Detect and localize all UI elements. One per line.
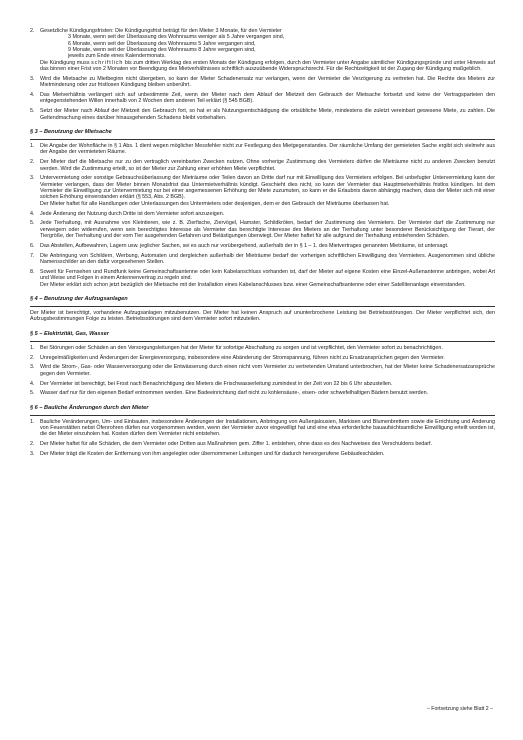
clause-number: 1. [30,418,35,425]
clause-body [40,211,495,217]
clause-body [40,243,495,249]
clause-item [30,419,495,438]
clause-item [30,390,495,396]
clause-number: 3. [30,175,35,182]
section-5-list [30,345,495,397]
clause-text: Bei Störungen oder Schäden an den Versorgungsleitungen hat der Mieter für sofortige Abschaltung zu sorgen und ist verpflichtet, den Vermieter sofort zu benachrichtigen. [40,344,443,351]
clause-text: Unregelmäßigkeiten und Änderungen der Energieversorgung, insbesondere eine Abänderung der Stromspannung, führen nicht zu Ersatzansprüchen gegen den Vermieter. [40,354,445,361]
clause-body [40,345,495,351]
paragraph-text-start: Die Kündigung muss [40,59,90,66]
clause-number: 3. [30,75,35,82]
clause-body [40,355,495,361]
clause-body [40,159,495,172]
clause-item [30,381,495,387]
clause-number: 5. [30,390,35,397]
clause-item [30,441,495,447]
clause-text: Der Mieter darf die Mietsache nur zu den vertraglich vereinbarten Zwecken nutzen. Ohne vorherige Zustimmung des Vermieters dürfen die Mieträume nicht zu anderen Zwecken benutzt werden. Wird die Zustimmung erteilt, so ist der Mieter zur Zahlung einer erhöhten Miete verpflichtet. [40,159,495,172]
clause-5 [30,108,495,121]
written-notice-paragraph [40,60,495,73]
clause-2 [30,28,495,72]
clause-text: Gesetzliche Kündigungsfristen: Die Kündigungsfrist beträgt für den Mieter 3 Monate, für den Vermieter [40,28,282,34]
section-heading-3: § 3 – Benutzung der Mietsache [30,128,112,135]
clause-4 [30,92,495,105]
clause-item [30,175,495,207]
clause-body [40,253,495,266]
section-3-list [30,143,495,288]
section-4-text: Der Mieter ist berechtigt, vorhandene Aufzugsanlagen mitzubenutzen. Der Mieter hat keinen Anspruch auf ununterbrochene Leistung bei Betriebsstörungen. Der Mieter verpflichtet sich, den Aufzugsbestimmungen Folge zu leisten. Betriebsstörungen sind dem Vermieter sofort mitzuteilen. [30,310,495,323]
clause-number: 3. [30,451,35,458]
clause-number: 6. [30,242,35,249]
clause-body [40,220,495,239]
section-divider [30,139,495,140]
clause-body [40,390,495,396]
clause-number: 2. [30,354,35,361]
clause-extra-text: Der Mieter erklärt sich schon jetzt bezüglich der Mietsache mit der Installation eines Kabelanschlusses bzw. einer Gemeinschaftsantenne oder einer Satellitenanlage einverstanden. [40,281,466,288]
clause-text: Setzt der Mieter nach Ablauf der Mietzeit den Gebrauch fort, so hat er als Nutzungsentschädigung die ortsübliche Miete, mindestens die zuletzt vereinbart gewesene Miete, zu zahlen. Die Geltendmachung eines darüber hinausgehenden Schadens bleibt vorbehalten. [40,108,495,121]
clause-body [40,419,495,438]
clause-3 [30,76,495,89]
clause-body [40,175,495,207]
clause-item [30,451,495,457]
clause-text: Jede Tierhaltung, mit Ausnahme von Kleintieren, wie z. B. Zierfische, Ziervögel, Hamster, Schildkröten, bedarf der Zustimmung des Vermieters. Der Vermieter darf die Zustimmung nur verweigern oder widerrufen, wenn sein berechtigtes Interesse als Vermieter das berechtigte Interesse des Mieters an der Tierhaltung unter besonderer Berücksichtigung der Tierart, der Tiergröße, der Tierhaltung und der vom Tier ausgehenden Gefahren und Belästigungen überwiegt. Der Mieter haftet für alle aufgrund der Tierhaltung entstehenden Schäden. [40,220,495,240]
clause-number: 4. [30,210,35,217]
clause-item [30,253,495,266]
clause-body [40,381,495,387]
notice-period-line: 6 Monate, wenn seit der Überlassung des Wohnraums 5 Jahre vergangen sind, [68,40,256,47]
section-divider [30,341,495,342]
clause-number: 8. [30,268,35,275]
notice-period-line: 3 Monate, wenn seit der Überlassung des Wohnraums weniger als 5 Jahre vergangen sind, [68,34,285,41]
clause-number: 5. [30,108,35,115]
clause-body [40,441,495,447]
paragraph-text-rest: bis zum dritten Werktag des ersten Monats der Kündigung erfolgen, durch den Vermieter unter Angabe sämtlicher Kündigungsgründe und unter Hinweis auf das binnen einer Frist von 2 Monaten vor Beendigung des Mietverhältnisses schriftlich auszuübende Widerspruchsrecht. Für die Rechtzeitigkeit ist der Zugang der Kündigung maßgeblich. [40,59,495,73]
section-heading-4: § 4 – Benutzung der Aufzugsanlagen [30,296,128,302]
clause-text: Das Mietverhältnis verlängert sich auf unbestimmte Zeit, wenn der Mieter nach dem Ablauf der Mietzeit den Gebrauch der Mietsache fortsetzt und keine der Vertragsparteien den entgegenstehenden Willen innerhalb von 2 Wochen dem anderen Teil erklärt (§ 545 BGB). [40,92,495,105]
clause-number: 2. [30,441,35,448]
clause-text: Bauliche Veränderungen, Um- und Einbauten, insbesondere Änderungen der Installationen, Anbringung von Außenjalousien, Markisen und Blumenbrettern sowie die Errichtung und Änderung von Feuerstätten nebst Öfenrohren dürfen nur vorgenommen werden, wenn der Vermieter zuvor eingewilligt hat und eine etwa erforderliche bauaufsichtsamtliche Einwilligung erteilt worden ist, die der Mieter einzuholen hat. Kosten dürfen dem Vermieter nicht entstehen. [40,418,495,438]
section-heading-5: § 5 – Elektrizität, Gas, Wasser [30,330,109,337]
clause-item [30,269,495,288]
clause-number: 4. [30,92,35,99]
clause-number: 1. [30,344,35,351]
clause-text: Wird die Strom-, Gas- oder Wasserversorgung oder die Entwässerung durch einen nicht vom Vermieter zu vertretenden Umstand unterbrochen, hat der Mieter keine Schadenersatzansprüche gegen den Vermieter. [40,364,495,377]
section-heading-6: § 6 – Bauliche Änderungen durch den Mieter [30,404,149,411]
continuation-note: – Fortsetzung siehe Blatt 2 – [426,706,493,712]
clause-extra-text: Der Mieter haftet für alle Handlungen oder Unterlassungen des Untermieters oder desjenigen, dem er den Gebrauch der Mieträume überlassen hat. [40,200,390,207]
clause-item [30,220,495,239]
clause-number: 2. [30,28,35,34]
section-6-list [30,419,495,458]
clause-item [30,364,495,377]
clause-number: 5. [30,220,35,227]
clause-number: 3. [30,364,35,371]
clause-text: Das Abstellen, Aufbewahren, Lagern usw. jeglicher Sachen, sei es auch nur vorübergehend, außerhalb der in § 1 – 1. des Mietvertrages genannten Mieträume, ist untersagt. [40,242,449,249]
clause-text: Untervermietung oder sonstige Gebrauchsüberlassung der Mieträume oder Teilen davon an Dritte darf nur mit Einwilligung des Vermieters erfolgen. Bei unbefugter Untervermietung kann der Vermieter verlangen, dass der Mieter binnen Monatsfrist das Untermietverhältnis kündigt. Geschieht dies nicht, so kann der Vermieter das Hauptmietverhältnis fristlos kündigen. Ist dem Vermieter die Einwilligung zur Untervermietung nur bei einer angemessenen Erhöhung der Miete zuzumuten, so kann er die Erlaubnis davon abhängig machen, dass der Mieter sich mit einer solchen Erhöhung einverstanden erklärt (§ 553, Abs. 2 BGB). [40,175,495,201]
clause-item [30,159,495,172]
clause-text: Der Vermieter ist berechtigt, bei Frost nach Benachrichtigung des Mieters die Frischwasserleitung zumindest in der Zeit von 22 bis 6 Uhr abzustellen. [40,380,393,387]
clause-number: 4. [30,380,35,387]
clause-text: Jede Änderung der Nutzung durch Dritte ist dem Vermieter sofort anzuzeigen. [40,210,225,217]
clause-text: Wird die Mietsache zu Mietbeginn nicht übergeben, so kann der Mieter Schadenersatz nur verlangen, wenn der Vermieter die Verzögerung zu vertreten hat. Die Rechte des Mieters zur Mietminderung oder zur fristlosen Kündigung bleiben unberührt. [40,75,495,89]
notice-period-line: 9 Monate, wenn seit der Überlassung des Wohnraums 8 Jahre vergangen sind, [68,47,256,54]
clause-body [40,451,495,457]
clause-item [30,345,495,351]
section-divider [30,306,495,307]
clause-body [40,364,495,377]
clause-text: Der Mieter haftet für alle Schäden, die dem Vermieter oder Dritten aus Maßnahmen gem. Ziffer 1. entstehen, ohne dass es des Nachweises des Verschuldens bedarf. [40,441,432,448]
clause-body [40,269,495,288]
clause-text: Die Angabe der Wohnfläche in § 1 Abs. 1 dient wegen möglicher Messfehler nicht zur Festlegung des Mietgegenstandes. Der räumliche Umfang der gemieteten Sache ergibt sich vielmehr aus der Angabe der vermieteten Räume. [40,142,495,156]
clause-text: Wasser darf nur für den eigenen Bedarf entnommen werden. Eine Badeeinrichtung darf nicht zu kohlensäure-, eisen- oder schwefelhaltigen Bädern benutzt werden. [40,390,429,397]
clause-number: 1. [30,142,35,149]
clause-body [40,143,495,156]
clause-item [30,211,495,217]
clause-number: 2. [30,159,35,166]
clause-item [30,355,495,361]
clause-text: Soweit für Fernsehen und Rundfunk keine Gemeinschaftsantenne oder kein Kabelanschluss vorhanden ist, darf der Mieter auf eigene Kosten eine Einzel-Außenantenne anbringen, wobei Art und Weise und Folgen in einem Antennenvertrag zu regeln sind. [40,268,495,282]
clause-item [30,243,495,249]
clause-item [30,143,495,156]
emphasized-word: schriftlich [91,59,124,66]
notice-period-line: jeweils zum Ende eines Kalendermonats. [68,53,166,60]
clause-text: Der Mieter trägt die Kosten der Entfernung von ihm angelegter oder übernommener Leitungen und für dadurch hervorgerufene Gebäudeschäden. [40,451,385,458]
section-divider [30,415,495,416]
clause-text: Die Anbringung von Schildern, Werbung, Automaten und dergleichen außerhalb der Mieträume bedarf der vorherigen schriftlichen Einwilligung des Vermieters. Ausgenommen sind übliche Namensschilder an den dafür vorgesehenen Stellen. [40,252,495,266]
clause-number: 7. [30,252,35,259]
